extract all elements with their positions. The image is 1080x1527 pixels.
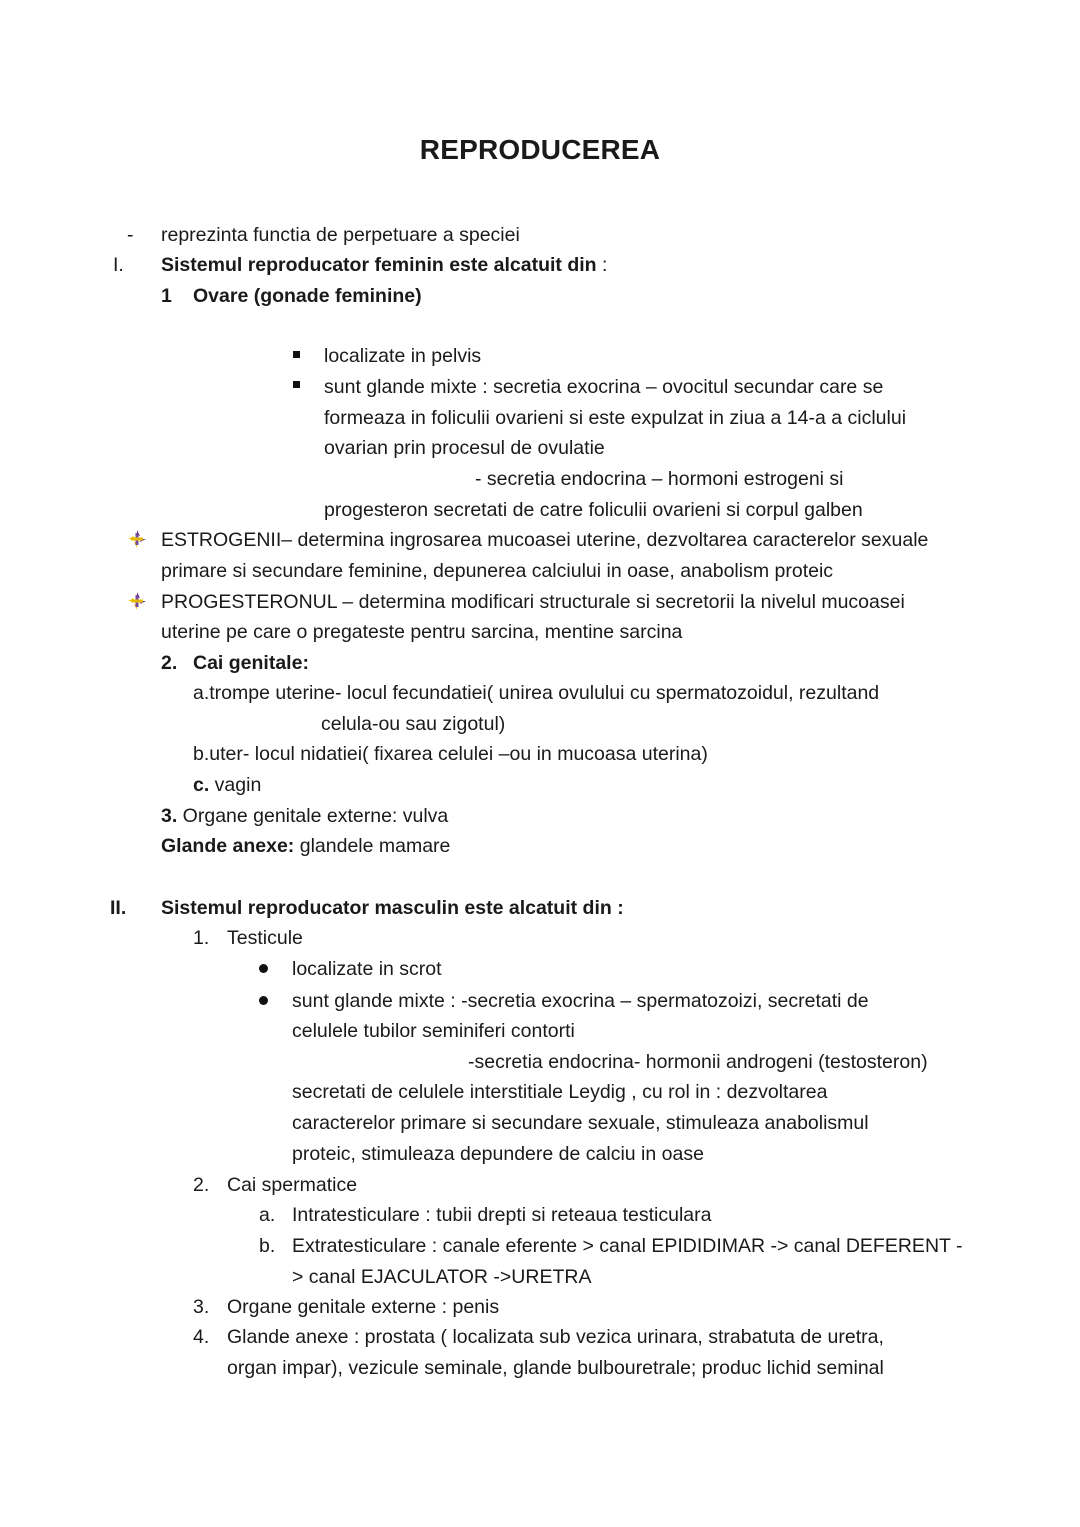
square-bullet-icon [293,351,300,358]
glande-anexe-masculine-line-1: Glande anexe : prostata ( localizata sub vezica urinara, strabatuta de uretra, [227,1326,884,1348]
female-heading-colon: : [596,254,608,276]
list-number-2: 2. [193,1174,210,1196]
progesteron-line-1: PROGESTERONUL – determina modificari structurale si secretorii la nivelul mucoasei [161,591,905,613]
list-number-1: 1. [193,927,210,949]
list-number-3: 3. [193,1296,210,1318]
cai-extratesticulare-line-1: Extratesticulare : canale eferente > canal EPIDIDIMAR -> canal DEFERENT - [292,1235,963,1257]
number-1-marker: 1 [161,285,172,307]
number-2-marker: 2. [161,652,178,674]
trompe-line-1 [193,681,879,705]
testicule-bullet-2-line-1: sunt glande mixte : -secretia exocrina – spermatozoizi, secretati de [292,990,869,1012]
testicule-bullet-2-line-2: celulele tubilor seminiferi contorti [292,1020,575,1042]
list-letter-a: a. [259,1204,276,1226]
female-heading-text: Sistemul reproducator feminin este alcatuit din [161,254,597,276]
vagin-text: vagin [209,774,262,796]
vagin-label: c. [193,774,210,796]
male-heading: Sistemul reproducator masculin este alcatuit din : [161,897,624,919]
square-bullet-icon [293,381,300,388]
progesteron-line-2: uterine pe care o pregateste pentru sarcina, mentine sarcina [161,621,683,643]
arrow-bullet-icon [127,591,147,611]
ovare-bullet-2-line-4: - secretia endocrina – hormoni estrogeni si [475,468,844,490]
testicule-bullet-2-line-4: secretati de celulele interstitiale Leydig , cu rol in : dezvoltarea [292,1081,828,1103]
testicule-bullet-1: localizate in scrot [292,958,442,980]
number-3-marker: 3. [161,805,178,827]
list-number-4: 4. [193,1326,210,1348]
cai-genitale-heading: Cai genitale: [193,652,309,674]
uter-line [193,742,708,766]
ovare-bullet-2-line-1: sunt glande mixte : secretia exocrina – ovocitul secundar care se [324,376,884,398]
ovare-bullet-2-line-2: formeaza in foliculii ovarieni si este expulzat in ziua a 14-a a ciclului [324,407,907,429]
glande-anexe-masculine-line-2: organ impar), vezicule seminale, glande bulbouretrale; produc lichid seminal [227,1357,884,1379]
uter-label: b.uter- [193,743,250,765]
cai-spermatice-heading: Cai spermatice [227,1174,358,1196]
estrogeni-line-1: ESTROGENII– determina ingrosarea mucoasei uterine, dezvoltarea caracterelor sexuale [161,529,929,551]
trompe-text: locul fecundatiei( unirea ovulului cu spermatozoidul, rezultand [341,682,880,704]
organe-externe-feminine-text: Organe genitale externe: vulva [177,805,449,827]
roman-numeral-2: II. [110,897,127,919]
page-title: REPRODUCEREA [419,134,661,165]
testicule-bullet-2-line-3: -secretia endocrina- hormonii androgeni (testosteron) [468,1051,928,1073]
cai-intratesticulare: Intratesticulare : tubii drepti si reteaua testiculara [292,1204,712,1226]
trompe-line-2: celula-ou sau zigotul) [321,713,506,735]
dash-marker: - [127,224,134,246]
testicule-bullet-2-line-6: proteic, stimuleaza depundere de calciu in oase [292,1143,704,1165]
glande-anexe-text: glandele mamare [294,835,451,857]
uter-text: locul nidatiei( fixarea celulei –ou in mucoasa uterina) [249,743,708,765]
ovare-bullet-1: localizate in pelvis [324,345,482,367]
ovare-heading: Ovare (gonade feminine) [193,285,422,307]
organe-externe-feminine-line [161,804,448,828]
estrogeni-line-2: primare si secundare feminine, depunerea calciului in oase, anabolism proteic [161,560,834,582]
ovare-bullet-2-line-3: ovarian prin procesul de ovulatie [324,437,605,459]
glande-anexe-label: Glande anexe: [161,835,295,857]
roman-numeral-1: I. [113,254,124,276]
glande-anexe-feminine-line [161,834,450,858]
intro-line: reprezinta functia de perpetuare a speciei [161,224,520,246]
testicule-heading: Testicule [227,927,303,949]
testicule-bullet-2-line-5: caracterelor primare si secundare sexuale, stimuleaza anabolismul [292,1112,869,1134]
round-bullet-icon [259,996,268,1005]
round-bullet-icon [259,964,268,973]
female-heading [161,253,607,277]
cai-extratesticulare-line-2: > canal EJACULATOR ->URETRA [292,1266,592,1288]
ovare-bullet-2-line-5: progesteron secretati de catre foliculii ovarieni si corpul galben [324,499,863,521]
organe-externe-masculine: Organe genitale externe : penis [227,1296,500,1318]
arrow-bullet-icon [127,529,147,549]
trompe-label: a.trompe uterine- [193,682,342,704]
vagin-line [193,773,261,797]
list-letter-b: b. [259,1235,276,1257]
